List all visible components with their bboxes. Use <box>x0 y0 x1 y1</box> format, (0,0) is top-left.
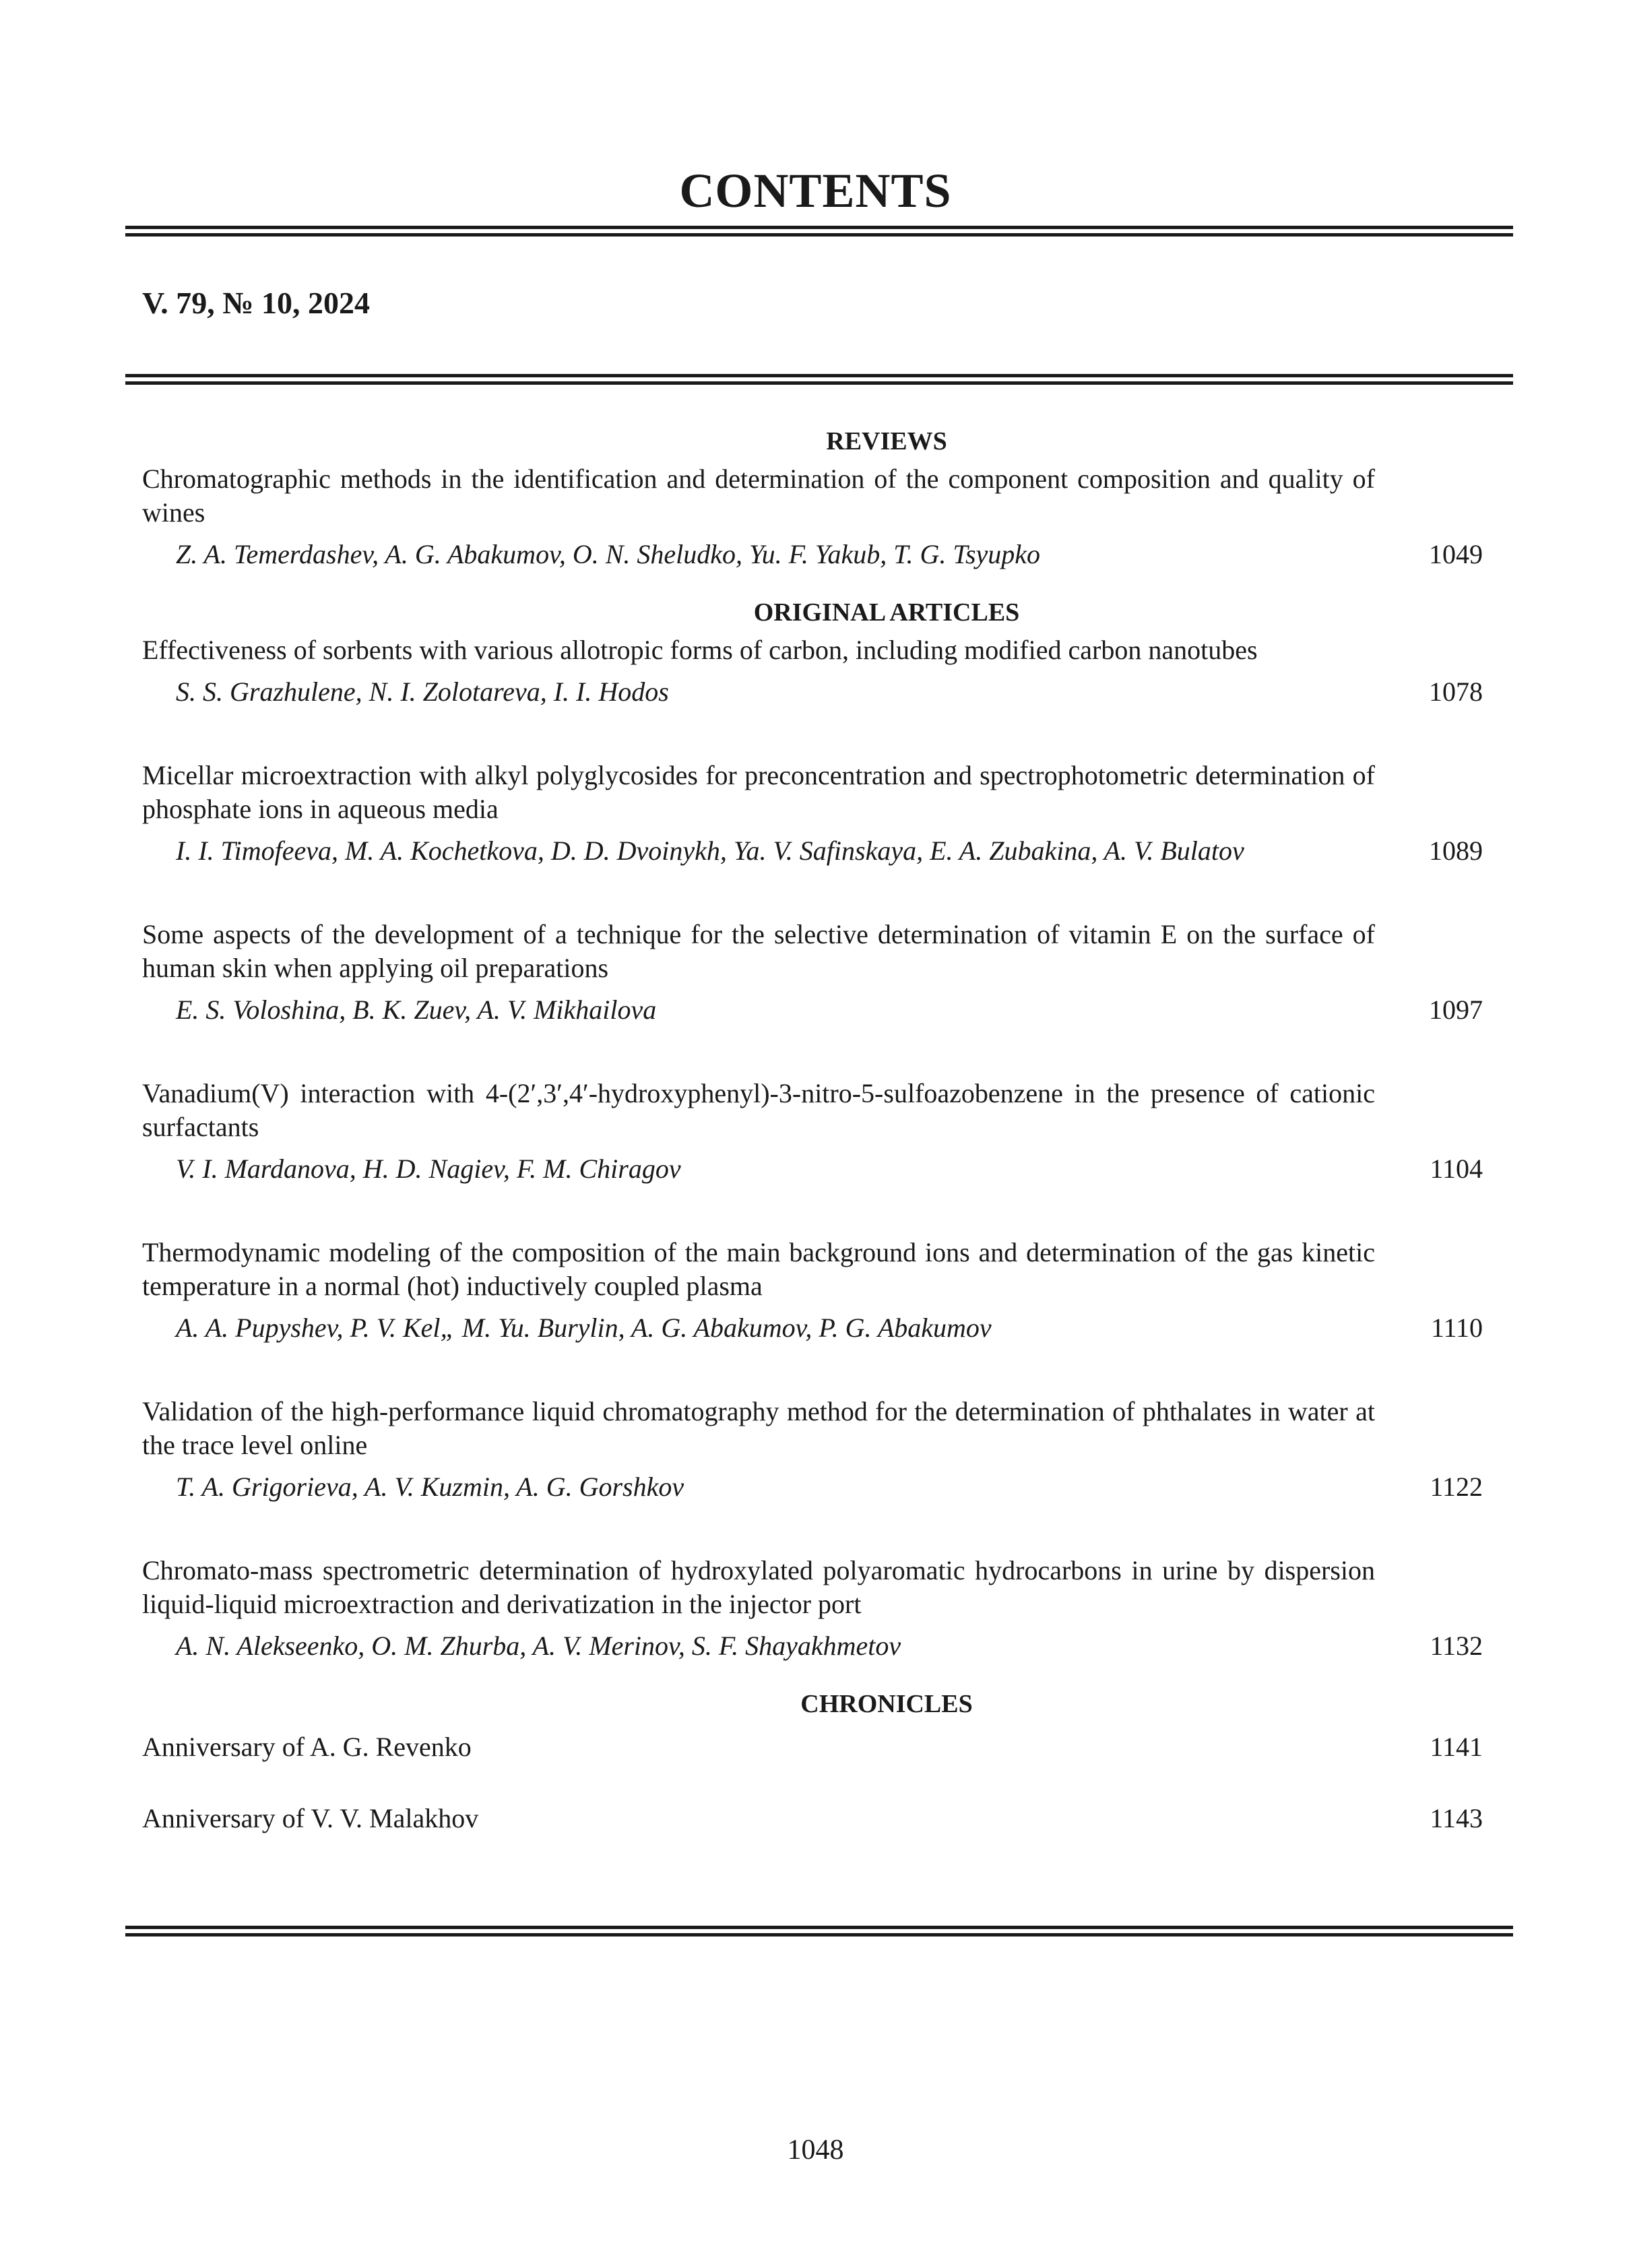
section-heading-original-articles: ORIGINAL ARTICLES <box>753 598 1020 627</box>
entry-title: Chromato-mass spectrometric determination of hydroxylated polyaromatic hydrocarbons in urine by dispersion liquid-liquid microextraction and derivatization in the injector port <box>142 1555 1375 1619</box>
entry-page-number: 1049 <box>1429 539 1483 569</box>
entry-page-number: 1089 <box>1429 836 1483 866</box>
issue-double-rule <box>125 374 1513 385</box>
entry-title: Effectiveness of sorbents with various allotropic forms of carbon, including modified carbon nanotubes <box>142 635 1258 665</box>
toc-entry[interactable] <box>142 759 1496 868</box>
entry-meta <box>142 1152 1496 1186</box>
entry-meta <box>142 538 1496 571</box>
toc-entry[interactable] <box>142 633 1496 709</box>
chronicle-title: Anniversary of V. V. Malakhov <box>142 1803 479 1833</box>
table-of-contents <box>142 424 1496 1835</box>
entry-authors: I. I. Timofeeva, M. A. Kochetkova, D. D. Dvoinykh, Ya. V. Safinskaya, E. A. Zubakina, A. V. Bulatov <box>176 836 1244 866</box>
toc-entry[interactable] <box>142 1554 1496 1663</box>
entry-authors: E. S. Voloshina, B. K. Zuev, A. V. Mikhailova <box>176 995 657 1025</box>
chronicle-page-number: 1143 <box>1430 1803 1483 1833</box>
entry-page-number: 1078 <box>1429 676 1483 707</box>
entry-meta <box>142 675 1496 709</box>
title-double-rule <box>125 226 1513 237</box>
entry-title: Some aspects of the development of a technique for the selective determination of vitamin E on the surface of human skin when applying oil preparations <box>142 919 1375 983</box>
entry-meta <box>142 1311 1496 1345</box>
entry-page-number: 1097 <box>1429 995 1483 1025</box>
toc-entry[interactable] <box>142 918 1496 1027</box>
toc-entry[interactable] <box>142 1236 1496 1345</box>
entry-meta <box>142 834 1496 868</box>
entry-meta <box>142 993 1496 1027</box>
entry-title: Thermodynamic modeling of the composition of the main background ions and determination of the gas kinetic temperature in a normal (hot) inductively coupled plasma <box>142 1237 1375 1301</box>
chronicle-entry[interactable] <box>142 1802 1496 1835</box>
entry-page-number: 1122 <box>1430 1472 1483 1502</box>
chronicle-title: Anniversary of A. G. Revenko <box>142 1732 472 1762</box>
entry-meta <box>142 1470 1496 1504</box>
entry-meta <box>142 1629 1496 1663</box>
entry-title: Chromatographic methods in the identification and determination of the component composition and quality of wines <box>142 464 1375 528</box>
entry-title: Micellar microextraction with alkyl polyglycosides for preconcentration and spectrophotometric determination of phosphate ions in aqueous media <box>142 760 1375 824</box>
toc-entry[interactable] <box>142 1395 1496 1504</box>
entry-title: Validation of the high-performance liquid chromatography method for the determination of phthalates in water at the trace level online <box>142 1396 1375 1460</box>
entry-authors: Z. A. Temerdashev, A. G. Abakumov, O. N. Sheludko, Yu. F. Yakub, T. G. Tsyupko <box>176 539 1041 569</box>
entry-authors: A. A. Pupyshev, P. V. Kel„ M. Yu. Burylin, A. G. Abakumov, P. G. Abakumov <box>176 1313 992 1343</box>
entry-title: Vanadium(V) interaction with 4-(2′,3′,4′-hydroxyphenyl)-3-nitro-5-sulfoazobenzene in the presence of cationic surfactants <box>142 1078 1375 1142</box>
entry-authors: S. S. Grazhulene, N. I. Zolotareva, I. I. Hodos <box>176 676 669 707</box>
section-heading-chronicles: CHRONICLES <box>800 1690 973 1718</box>
entry-authors: V. I. Mardanova, H. D. Nagiev, F. M. Chiragov <box>176 1154 681 1184</box>
section-heading-reviews: REVIEWS <box>826 427 947 455</box>
toc-entry[interactable] <box>142 1077 1496 1186</box>
toc-entry[interactable] <box>142 462 1496 571</box>
entry-authors: A. N. Alekseenko, O. M. Zhurba, A. V. Merinov, S. F. Shayakhmetov <box>176 1631 901 1661</box>
entry-page-number: 1104 <box>1430 1154 1483 1184</box>
entry-page-number: 1110 <box>1430 1313 1483 1343</box>
entry-page-number: 1132 <box>1430 1631 1483 1661</box>
entry-authors: T. A. Grigorieva, A. V. Kuzmin, A. G. Gorshkov <box>176 1472 684 1502</box>
page-number: 1048 <box>787 2135 844 2166</box>
issue-info: V. 79, № 10, 2024 <box>142 286 371 320</box>
bottom-double-rule <box>125 1926 1513 1936</box>
chronicle-entry[interactable] <box>142 1730 1496 1764</box>
page-title: CONTENTS <box>679 164 952 218</box>
chronicle-page-number: 1141 <box>1430 1732 1483 1762</box>
